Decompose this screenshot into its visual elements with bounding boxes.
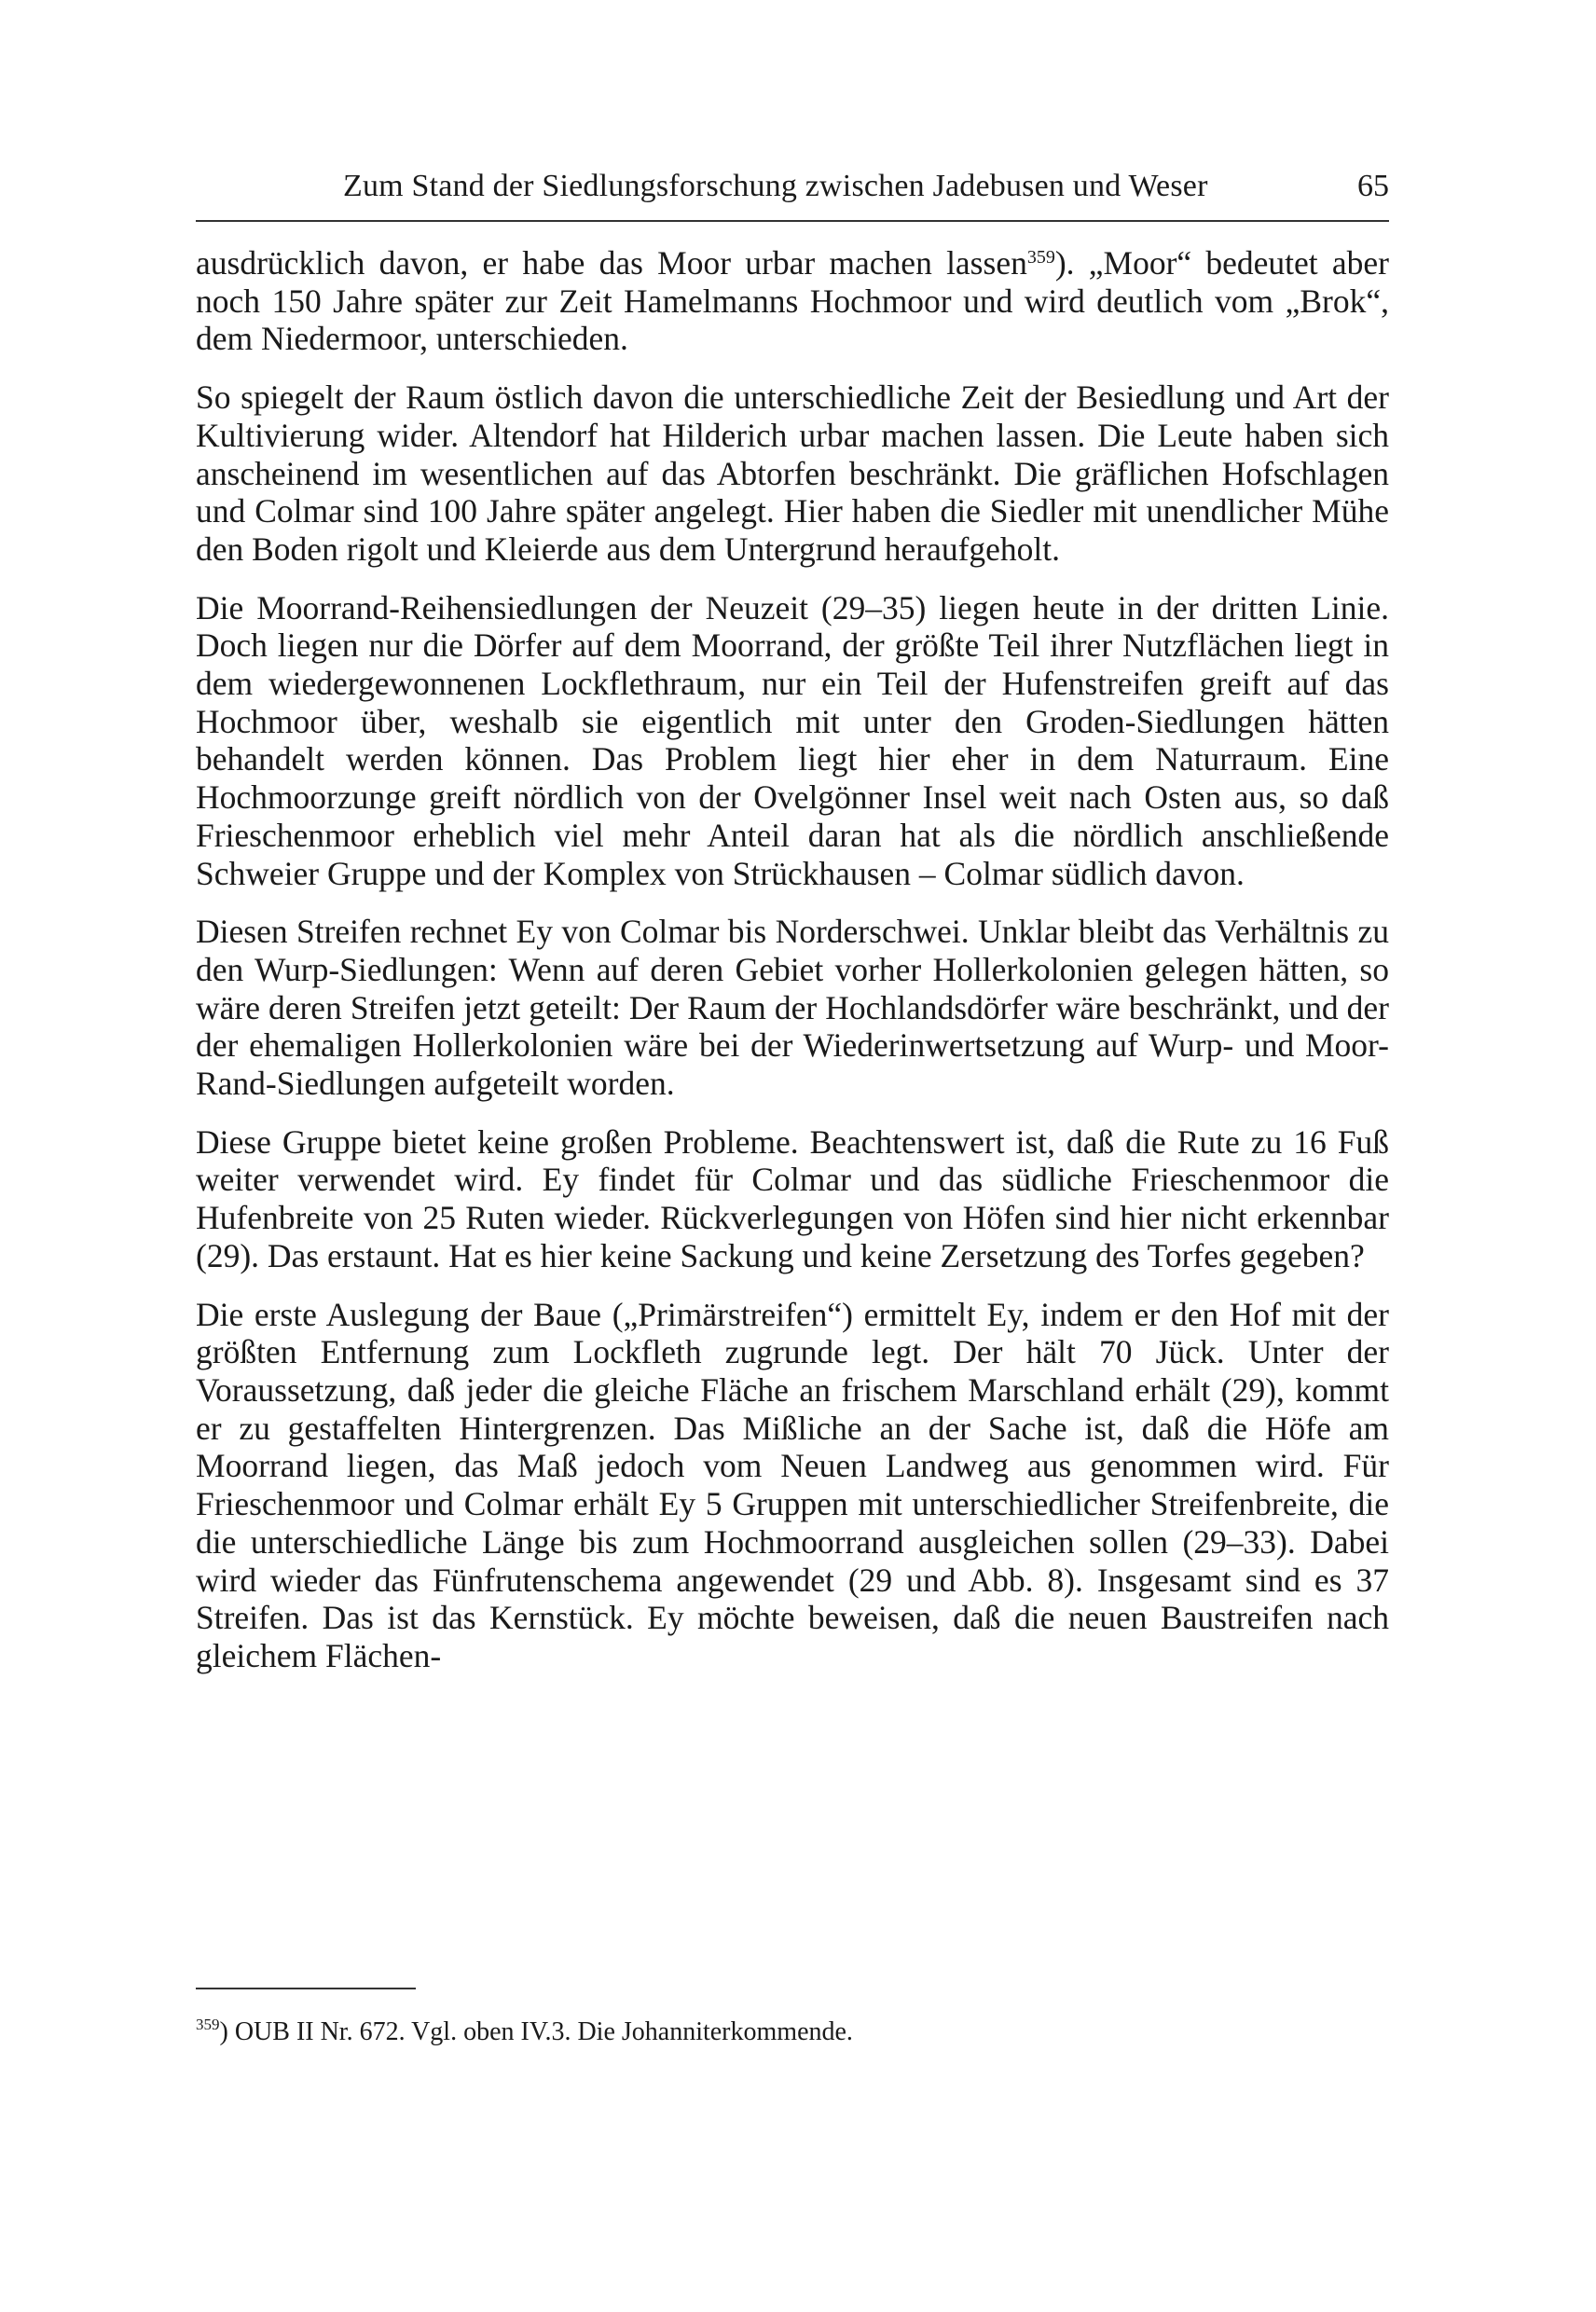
paragraph: Diese Gruppe bietet keine großen Probleme. Beachtenswert ist, daß die Rute zu 16 Fuß weiter verwendet wird. Ey findet für Colmar und das südliche Frieschenmoor die Hufenbreite von 25 Ruten wieder. Rückverlegungen von Höfen sind hier nicht erkennbar (29). Das erstaunt. Hat es hier keine Sackung und keine Zersetzung des Torfes gegeben? [196, 1122, 1389, 1274]
footnote [196, 2008, 1389, 2049]
page-number: 65 [1357, 169, 1389, 203]
paragraph [196, 244, 1389, 358]
paragraph: Die erste Auslegung der Baue („Primärstreifen“) ermittelt Ey, indem er den Hof mit der größten Entfernung zum Lockfleth zugrunde legt. Der hält 70 Jück. Unter der Voraussetzung, daß jeder die gleiche Fläche an frischem Marschland erhält (29), kommt er zu gestaffelten Hintergrenzen. Das Mißliche an der Sache ist, daß die Höfe am Moorrand liegen, das Maß jedoch vom Neuen Landweg aus genommen wird. Für Frieschenmoor und Colmar erhält Ey 5 Gruppen mit unterschiedlicher Streifenbreite, die die unterschiedliche Länge bis zum Hochmoorrand ausgleichen sollen (29–33). Dabei wird wieder das Fünfrutenschema angewendet (29 und Abb. 8). Insgesamt sind es 37 Streifen. Das ist das Kernstück. Ey möchte beweisen, daß die neuen Baustreifen nach gleichem Flächen- [196, 1295, 1389, 1674]
footnote-reference: 359 [1026, 247, 1055, 268]
paragraph-text: ausdrücklich davon, er habe das Moor urbar machen lassen [196, 244, 1027, 282]
footnote-mark: 359 [196, 2016, 220, 2033]
footnote-text: ) OUB II Nr. 672. Vgl. oben IV.3. Die Johanniterkommende. [219, 2017, 853, 2046]
paragraph: Die Moorrand-Reihensiedlungen der Neuzeit (29–35) liegen heute in der dritten Linie. Doch liegen nur die Dörfer auf dem Moorrand, der größte Teil ihrer Nutzflächen liegt in dem wiedergewonnenen Lockflethraum, nur ein Teil der Hufenstreifen greift auf das Hochmoor über, weshalb sie eigentlich mit unter den Groden-Siedlungen hätten behandelt werden können. Das Problem liegt hier eher in dem Naturraum. Eine Hochmoorzunge greift nördlich von der Ovelgönner Insel weit nach Osten aus, so daß Frieschenmoor erheblich viel mehr Anteil daran hat als die nördlich anschließende Schweier Gruppe und der Komplex von Strückhausen – Colmar südlich davon. [196, 588, 1389, 892]
running-header-title: Zum Stand der Siedlungsforschung zwischen Jadebusen und Weser [343, 169, 1208, 203]
paragraph: So spiegelt der Raum östlich davon die unterschiedliche Zeit der Besiedlung und Art der Kultivierung wider. Altendorf hat Hilderich urbar machen lassen. Die Leute haben sich anscheinend im wesentlichen auf das Abtorfen beschränkt. Die gräflichen Hofschlagen und Colmar sind 100 Jahre später angelegt. Hier haben die Siedler mit unendlicher Mühe den Boden rigolt und Kleierde aus dem Untergrund heraufgeholt. [196, 378, 1389, 568]
body-text [196, 244, 1389, 1696]
footnote-rule [196, 1988, 416, 1989]
paragraph: Diesen Streifen rechnet Ey von Colmar bis Norderschwei. Unklar bleibt das Verhältnis zu den Wurp-Siedlungen: Wenn auf deren Gebiet vorher Hollerkolonien gelegen hätten, so wäre deren Streifen jetzt geteilt: Der Raum der Hochlandsdörfer wäre beschränkt, und der der ehemaligen Hollerkolonien wäre bei der Wiederinwertsetzung auf Wurp- und Moor-Rand-Siedlungen aufgeteilt worden. [196, 913, 1389, 1103]
paragraph-text: ). „Moor“ bedeutet aber noch 150 Jahre später zur Zeit Hamelmanns Hochmoor und wird deutlich vom „Brok“, dem Niedermoor, unterschieden. [196, 244, 1389, 358]
running-header [196, 166, 1389, 213]
header-rule [196, 220, 1389, 222]
